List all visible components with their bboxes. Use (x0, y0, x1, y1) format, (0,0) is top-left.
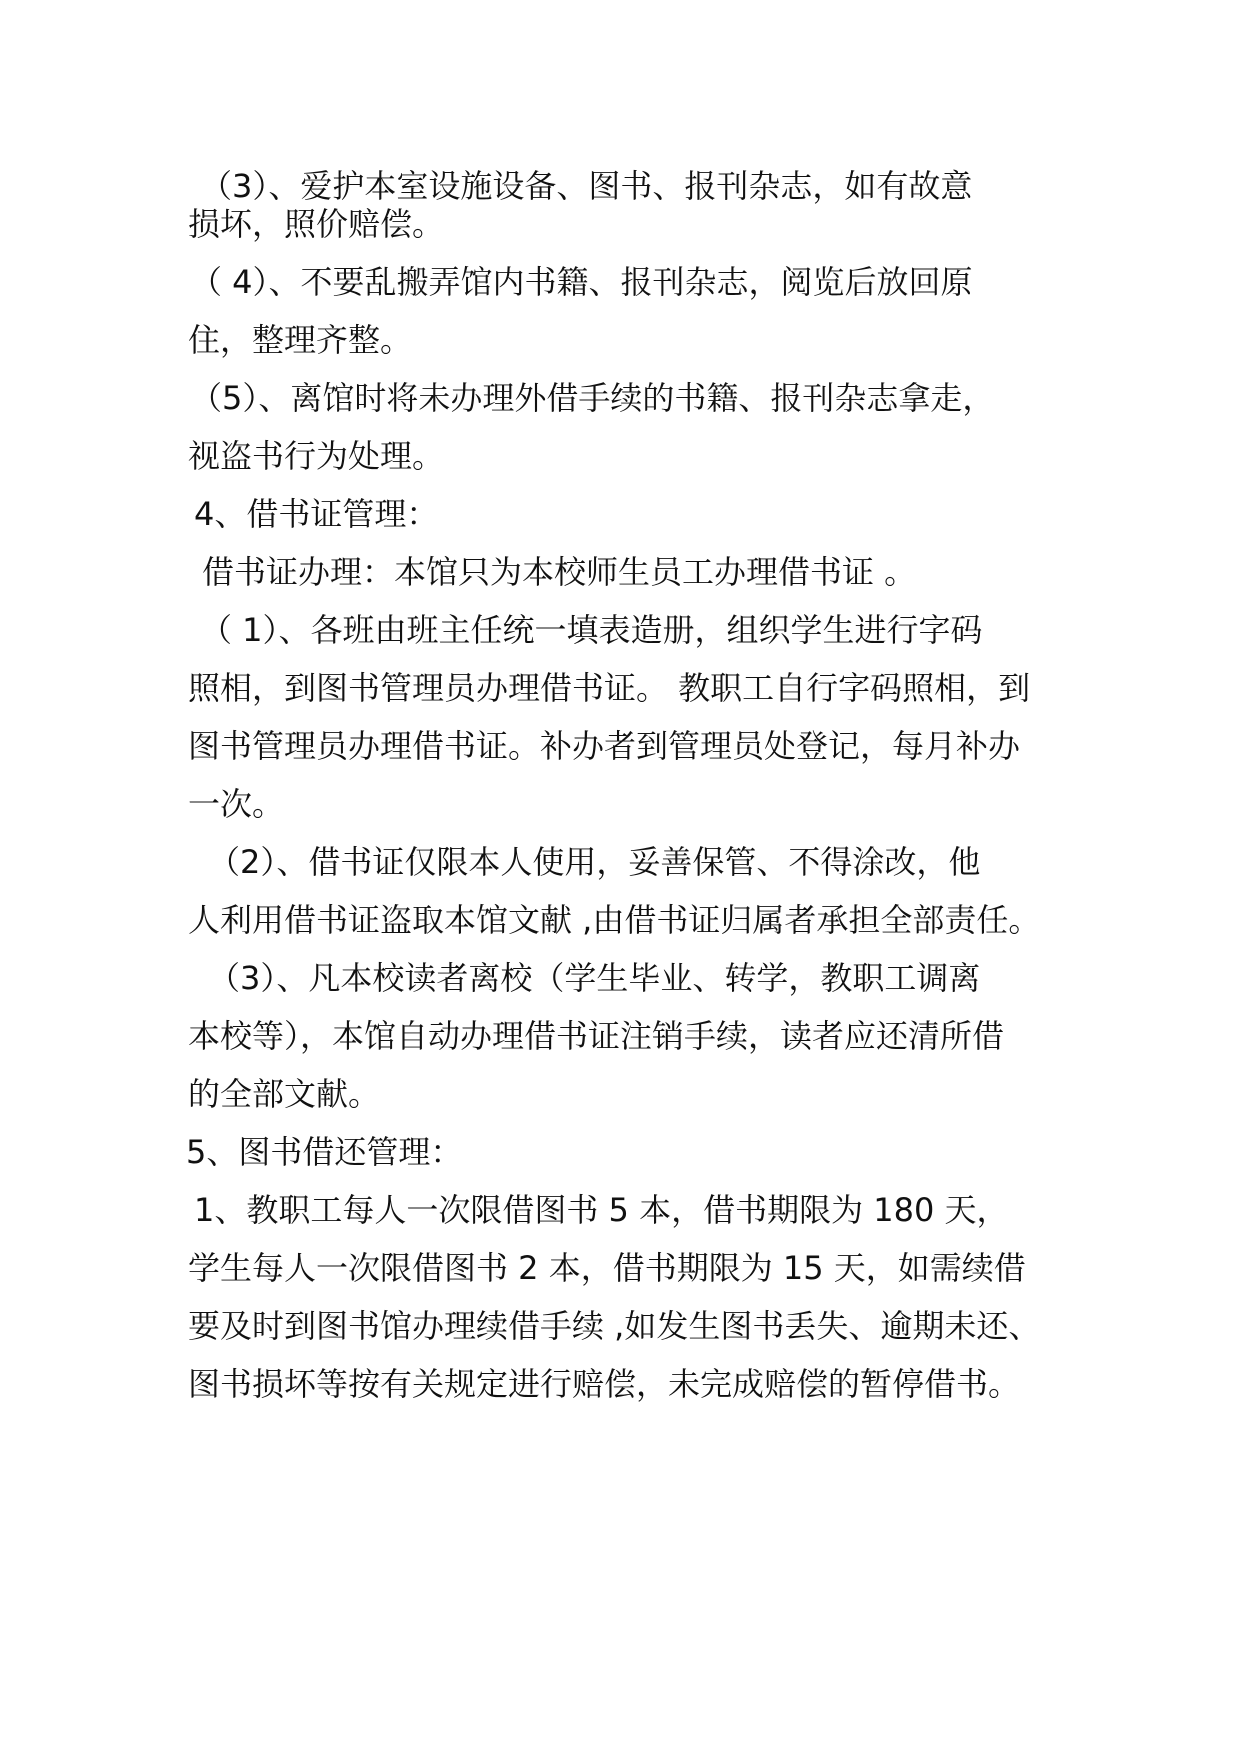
text-line-1: （3）、爱护本室设施设备、图书、报刊杂志，如有故意 (200, 167, 973, 205)
text-line-5: （5）、离馆时将未办理外借手续的书籍、报刊杂志拿走， (190, 379, 995, 417)
text-line-20: 学生每人一次限借图书 2 本，借书期限为 15 天，如需续借 (188, 1249, 1026, 1287)
text-line-13: （2）、借书证仅限本人使用，妥善保管、不得涂改，他 (208, 843, 981, 881)
text-line-11: 图书管理员办理借书证。补办者到管理员处登记，每月补办 (188, 727, 1021, 765)
text-line-15: （3）、凡本校读者离校（学生毕业、转学，教职工调离 (208, 959, 981, 997)
text-line-9: （ 1）、各班由班主任统一填表造册，组织学生进行字码 (200, 611, 983, 649)
text-line-16: 本校等），本馆自动办理借书证注销手续，读者应还清所借 (188, 1017, 1005, 1055)
text-line-22: 图书损坏等按有关规定进行赔偿，未完成赔偿的暂停借书。 (188, 1365, 1021, 1403)
text-line-21: 要及时到图书馆办理续借手续 ,如发生图书丢失、逾期未还、 (188, 1307, 1041, 1345)
text-line-6: 视盗书行为处理。 (188, 437, 445, 475)
text-line-17: 的全部文献。 (188, 1075, 381, 1113)
text-line-2: 损坏，照价赔偿。 (188, 205, 445, 243)
text-line-3: （ 4）、不要乱搬弄馆内书籍、报刊杂志，阅览后放回原 (190, 263, 973, 301)
section-heading-5: 5、图书借还管理： (186, 1133, 463, 1171)
text-line-8: 借书证办理：本馆只为本校师生员工办理借书证 。 (202, 553, 917, 591)
text-line-12: 一次。 (188, 785, 285, 823)
text-line-10: 照相，到图书管理员办理借书证。 教职工自行字码照相，到 (188, 669, 1031, 707)
text-line-4: 住，整理齐整。 (188, 321, 413, 359)
section-heading-4: 4、借书证管理： (194, 495, 439, 533)
text-line-19: 1、教职工每人一次限借图书 5 本，借书期限为 180 天， (194, 1191, 1009, 1229)
text-line-14: 人利用借书证盗取本馆文献 ,由借书证归属者承担全部责任。 (188, 901, 1041, 939)
